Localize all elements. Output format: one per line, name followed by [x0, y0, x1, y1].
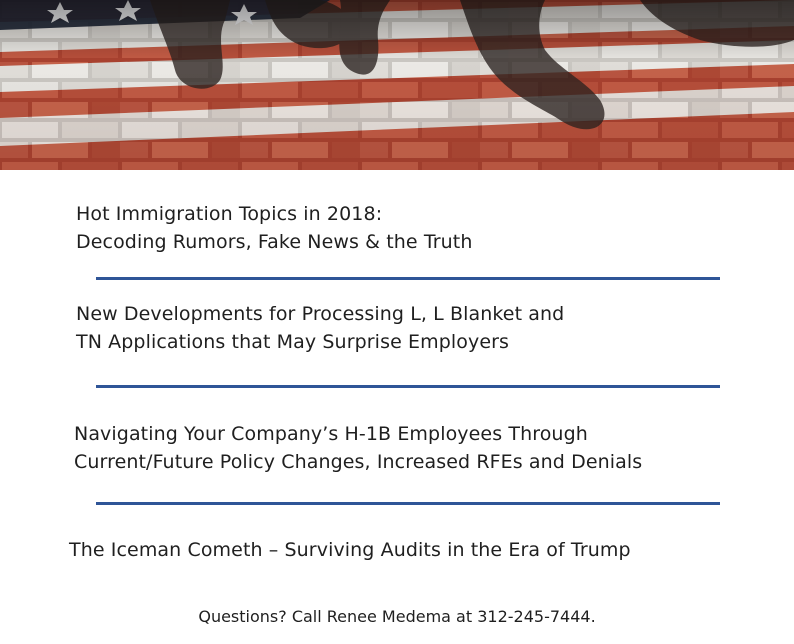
topic-2 [76, 300, 564, 356]
divider-3 [96, 502, 720, 505]
topic-4 [69, 536, 631, 564]
hero-banner-image [0, 0, 794, 170]
flag-pavement-illustration [0, 0, 794, 170]
divider-1 [96, 277, 720, 280]
topic-1-line-2: Decoding Rumors, Fake News & the Truth [76, 231, 473, 253]
topic-3 [74, 420, 642, 476]
topic-2-line-1: New Developments for Processing L, L Blanket and [76, 303, 565, 325]
contact-line: Questions? Call Renee Medema at 312-245-7444. [198, 607, 596, 626]
topic-2-line-2: TN Applications that May Surprise Employers [76, 331, 510, 353]
divider-2 [96, 385, 720, 388]
topic-3-line-2: Current/Future Policy Changes, Increased RFEs and Denials [74, 451, 643, 473]
topic-4-line-1: The Iceman Cometh – Surviving Audits in the Era of Trump [69, 539, 631, 561]
topic-1-line-1: Hot Immigration Topics in 2018: [76, 203, 383, 225]
topic-1 [76, 200, 472, 256]
topic-3-line-1: Navigating Your Company’s H-1B Employees Through [74, 423, 588, 445]
